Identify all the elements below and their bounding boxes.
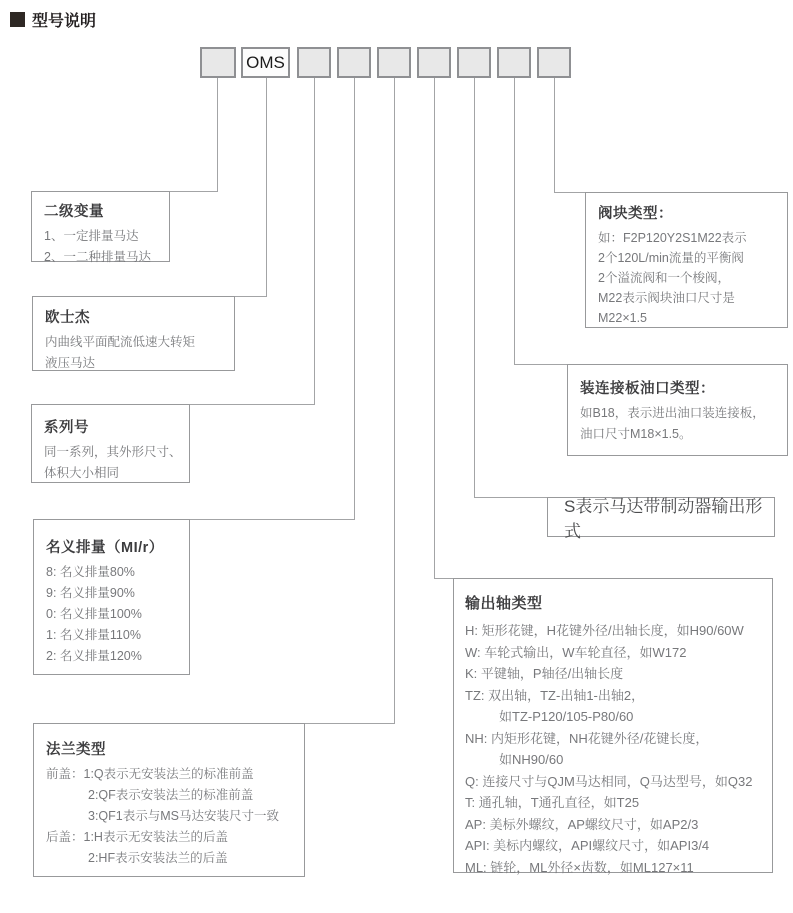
info-line: 3:QF1表示与MS马达安装尺寸一致	[88, 809, 279, 823]
info-line: 如B18，表示进出油口装连接板，	[580, 406, 765, 420]
model-code-segment-6	[417, 47, 451, 78]
info-box-secondary-variable	[31, 191, 170, 262]
info-line: 后盖：1:H表示无安装法兰的后盖	[46, 830, 228, 844]
connector-line	[314, 78, 315, 404]
info-box-title: 系列号	[44, 420, 89, 436]
connector-line	[266, 78, 267, 296]
page-title	[10, 8, 96, 31]
info-line: W: 车轮式输出，W车轮直径，如W172	[465, 644, 687, 660]
info-box-title: 二级变量	[44, 204, 104, 220]
info-box-title: 法兰类型	[46, 742, 106, 758]
connector-line	[514, 78, 515, 364]
page-title-text: 型号说明	[32, 13, 97, 30]
info-line: API: 美标内螺纹，API螺纹尺寸，如API3/4	[465, 838, 710, 853]
connector-line	[354, 78, 355, 519]
info-box-brake	[547, 497, 775, 541]
info-line: M22×1.5	[598, 311, 647, 325]
info-line: 2个溢流阀和一个梭阀，	[598, 271, 730, 285]
connector-line	[554, 78, 555, 192]
connector-line	[474, 497, 547, 498]
info-box-valve-block	[585, 192, 788, 328]
info-box-title: 装连接板油口类型：	[580, 381, 715, 397]
brake-text: S表示马达带制动器输出形式	[564, 497, 763, 541]
info-line: M22表示阀块油口尺寸是	[598, 291, 735, 305]
model-code-segment-1	[200, 47, 236, 78]
info-line: 2个120L/min流量的平衡阀	[598, 251, 744, 265]
info-box-flange	[33, 723, 305, 877]
connector-line	[474, 78, 475, 497]
model-code-segment-9	[537, 47, 571, 78]
info-line: 1、一定排量马达	[44, 229, 139, 243]
model-code-segment-2-oms: OMS	[241, 47, 290, 78]
info-line: K: 平键轴，P轴径/出轴长度	[465, 666, 624, 681]
info-line: 前盖：1:Q表示无安装法兰的标准前盖	[46, 767, 254, 781]
info-box-title: 欧士杰	[45, 310, 90, 326]
info-box-title: 输出轴类型	[465, 595, 543, 612]
info-line: NH: 内矩形花键，NH花键外径/花键长度，	[465, 730, 709, 746]
info-line: 油口尺寸M18×1.5。	[580, 427, 692, 441]
info-line: 1: 名义排量110%	[46, 628, 141, 642]
info-box-displacement	[33, 519, 190, 675]
connector-line	[189, 404, 315, 405]
section-marker-icon	[10, 12, 25, 27]
info-box-series	[31, 404, 190, 483]
model-code-segment-4	[337, 47, 371, 78]
model-code-segment-7	[457, 47, 491, 78]
info-box-port-plate	[567, 364, 788, 456]
info-line: 如NH90/60	[499, 752, 564, 767]
info-box-title: 名义排量（MI/r）	[46, 540, 164, 556]
info-box-brand	[32, 296, 235, 371]
connector-line	[394, 78, 395, 723]
info-line: 2、一二种排量马达	[44, 250, 151, 264]
model-code-segment-3	[297, 47, 331, 78]
connector-line	[217, 78, 218, 191]
connector-line	[234, 296, 267, 297]
model-code-segment-5	[377, 47, 411, 78]
info-line: Q: 连接尺寸与QJM马达相同，Q马达型号，如Q32	[465, 773, 753, 789]
info-box-output-shaft	[453, 578, 773, 873]
info-line: 同一系列，其外形尺寸、	[44, 445, 182, 459]
info-line: 2:HF表示安装法兰的后盖	[88, 851, 228, 865]
info-line: 2:QF表示安装法兰的标准前盖	[88, 788, 254, 802]
connector-line	[434, 78, 435, 578]
info-line: 8: 名义排量80%	[46, 565, 135, 579]
info-line: 如：F2P120Y2S1M22表示	[598, 231, 747, 245]
connector-line	[554, 192, 585, 193]
info-line: 2: 名义排量120%	[46, 649, 142, 663]
info-box-title: 阀块类型：	[598, 206, 673, 222]
info-line: H: 矩形花键，H花键外径/出轴长度，如H90/60W	[465, 623, 744, 638]
info-line: 体积大小相同	[44, 466, 120, 480]
model-code-segment-8	[497, 47, 531, 78]
connector-line	[304, 723, 395, 724]
info-line: AP: 美标外螺纹，AP螺纹尺寸，如AP2/3	[465, 816, 699, 832]
info-line: T: 通孔轴，T通孔直径，如T25	[465, 795, 640, 810]
info-line: TZ: 双出轴，TZ-出轴1-出轴2，	[465, 687, 645, 703]
info-line: ML: 链轮，ML外径×齿数，如ML127×11	[465, 859, 694, 875]
info-line: 液压马达	[45, 356, 96, 370]
connector-line	[170, 191, 218, 192]
info-line: 内曲线平面配流低速大转矩	[45, 335, 196, 349]
info-line: 0: 名义排量100%	[46, 607, 142, 621]
connector-line	[514, 364, 567, 365]
connector-line	[189, 519, 355, 520]
info-line: 如TZ-P120/105-P80/60	[499, 709, 634, 724]
info-line: 9: 名义排量90%	[46, 586, 135, 600]
